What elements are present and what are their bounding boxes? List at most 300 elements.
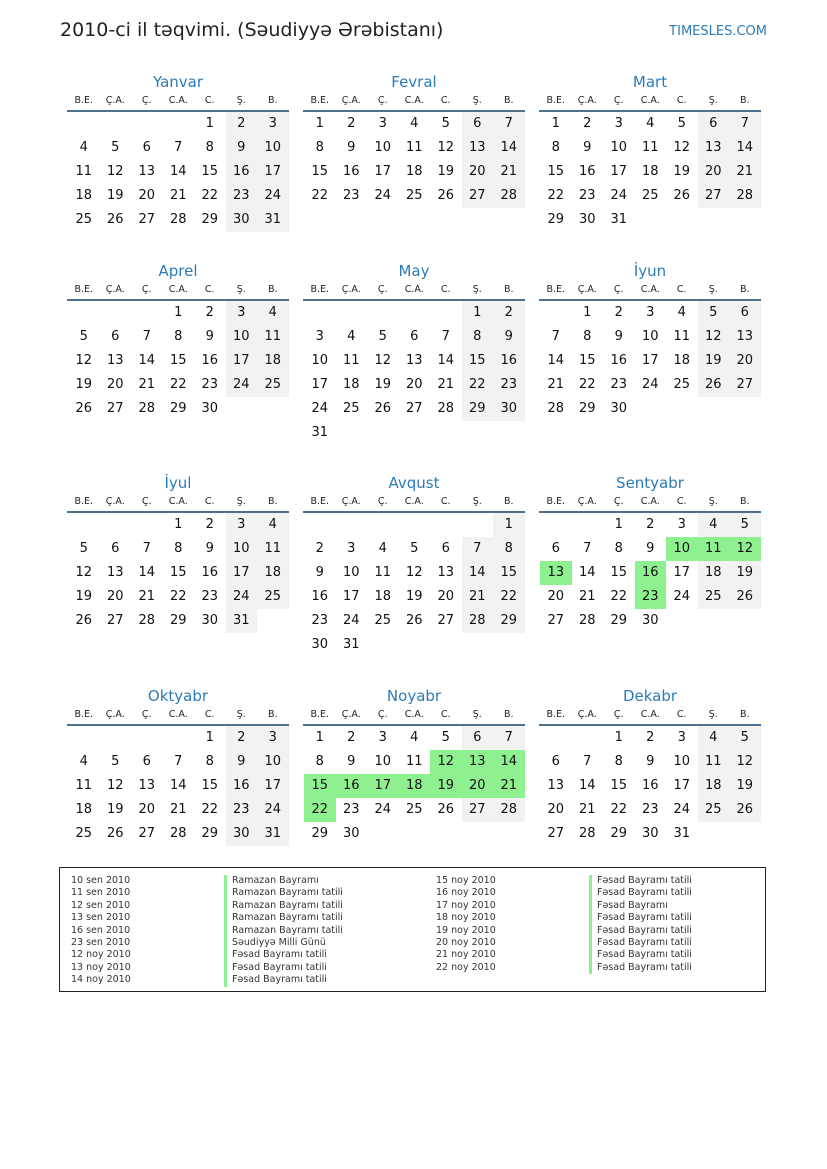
day-cell: 2 [226, 726, 258, 750]
legend-holiday-name: Fəsad Bayramı tatili [597, 961, 692, 973]
day-cell: 3 [614, 116, 623, 131]
day-cell: 24 [374, 188, 392, 203]
month-name: Fevral [391, 73, 437, 91]
legend-date: 20 noy 2010 [436, 936, 496, 948]
day-cell: 27 [405, 401, 423, 416]
weekday-label: B. [739, 284, 750, 295]
legend-date: 16 sen 2010 [71, 924, 131, 936]
empty-cell [68, 513, 100, 537]
weekday-header [303, 706, 525, 726]
day-cell: 4 [698, 513, 730, 537]
weekday-header [539, 92, 761, 112]
day-cell: 18 [698, 774, 730, 798]
day-cell: 30 [578, 212, 596, 227]
legend-color-marker [224, 937, 227, 949]
day-cell: 9 [646, 541, 655, 556]
weekday-label: B. [503, 284, 514, 295]
legend-date: 10 sen 2010 [71, 875, 131, 886]
legend-date: 17 noy 2010 [436, 899, 496, 911]
day-cell: 13 [106, 565, 124, 580]
day-cell: 8 [205, 140, 214, 155]
weekday-label: Ç.A. [577, 284, 597, 295]
weekday-label: B.E. [310, 496, 330, 507]
weekday-label: Ş. [708, 709, 718, 720]
day-cell: 2 [226, 112, 258, 136]
month-name: Oktyabr [147, 687, 209, 705]
day-cell: 22 [493, 585, 525, 609]
day-cell: 16 [201, 353, 219, 368]
holiday-day-cell: 17 [367, 774, 399, 798]
weekday-header [67, 493, 289, 513]
empty-cell [131, 112, 163, 136]
weekday-label: Ç.A. [341, 284, 361, 295]
legend-color-marker [224, 974, 227, 986]
day-cell: 22 [201, 188, 219, 203]
day-cell: 26 [437, 188, 455, 203]
weekday-label: Ç. [377, 496, 388, 507]
day-cell: 12 [729, 750, 761, 774]
day-cell: 2 [205, 305, 214, 320]
legend-column [436, 875, 692, 974]
day-cell: 26 [729, 585, 761, 609]
weekday-header [67, 92, 289, 112]
day-cell: 27 [462, 184, 494, 208]
day-cell: 9 [205, 329, 214, 344]
weekday-header [303, 493, 525, 513]
day-cell: 5 [441, 730, 450, 745]
weekday-header [303, 92, 525, 112]
legend-holiday-name: Fəsad Bayramı tatili [597, 887, 692, 899]
empty-cell [100, 513, 132, 537]
day-cell: 2 [646, 517, 655, 532]
day-cell: 4 [347, 329, 356, 344]
legend-item [71, 887, 343, 899]
day-cell: 29 [462, 397, 494, 421]
day-cell: 17 [257, 774, 289, 798]
day-grid [539, 726, 761, 846]
day-cell: 23 [342, 188, 360, 203]
day-cell: 18 [75, 802, 93, 817]
empty-cell [131, 513, 163, 537]
day-cell: 29 [493, 609, 525, 633]
day-cell: 10 [610, 140, 628, 155]
weekday-label: Ç. [377, 95, 388, 106]
brand-link[interactable]: TIMESLES.COM [669, 24, 767, 39]
weekday-label: C.A. [168, 284, 188, 295]
day-cell: 19 [106, 188, 124, 203]
day-cell: 22 [169, 589, 187, 604]
weekday-label: B. [503, 709, 514, 720]
month-name: İyul [164, 474, 192, 492]
day-cell: 4 [79, 754, 88, 769]
holiday-day-cell: 14 [493, 750, 525, 774]
day-cell: 5 [729, 726, 761, 750]
day-cell: 23 [578, 188, 596, 203]
empty-cell [304, 513, 336, 537]
day-cell: 22 [311, 188, 329, 203]
day-cell: 16 [201, 565, 219, 580]
day-cell: 19 [673, 164, 691, 179]
day-cell: 12 [698, 325, 730, 349]
day-cell: 19 [729, 774, 761, 798]
day-cell: 2 [493, 301, 525, 325]
legend-date: 15 noy 2010 [436, 875, 496, 886]
day-cell: 23 [641, 802, 659, 817]
legend-item [71, 912, 343, 924]
day-cell: 27 [698, 184, 730, 208]
month-name: Avqust [388, 474, 440, 492]
day-cell: 14 [578, 565, 596, 580]
day-cell: 2 [347, 116, 356, 131]
day-cell: 31 [610, 212, 628, 227]
day-cell: 7 [729, 112, 761, 136]
day-cell: 17 [257, 160, 289, 184]
weekday-label: Ç. [613, 284, 624, 295]
legend-color-marker [589, 949, 592, 961]
day-cell: 18 [342, 377, 360, 392]
weekday-label: Ş. [472, 496, 482, 507]
day-cell: 15 [311, 164, 329, 179]
day-cell: 13 [405, 353, 423, 368]
day-cell: 27 [547, 826, 565, 841]
weekday-label: C.A. [640, 496, 660, 507]
day-cell: 16 [342, 164, 360, 179]
day-cell: 1 [174, 305, 183, 320]
holiday-day-cell: 11 [698, 537, 730, 561]
day-cell: 1 [174, 517, 183, 532]
day-cell: 15 [610, 565, 628, 580]
day-cell: 17 [226, 349, 258, 373]
day-cell: 11 [405, 140, 423, 155]
day-cell: 16 [641, 778, 659, 793]
day-cell: 26 [106, 212, 124, 227]
day-cell: 20 [547, 802, 565, 817]
day-cell: 14 [578, 778, 596, 793]
day-cell: 5 [698, 301, 730, 325]
empty-cell [367, 301, 399, 325]
weekday-label: C. [440, 496, 451, 507]
day-cell: 3 [646, 305, 655, 320]
day-cell: 3 [347, 541, 356, 556]
weekday-label: Ç.A. [341, 95, 361, 106]
day-grid [539, 301, 761, 421]
legend-color-marker [589, 900, 592, 912]
day-cell: 18 [257, 561, 289, 585]
day-cell: 17 [311, 377, 329, 392]
day-cell: 1 [315, 730, 324, 745]
day-cell: 23 [342, 802, 360, 817]
legend-date: 14 noy 2010 [71, 974, 131, 986]
day-cell: 9 [347, 754, 356, 769]
legend-item [71, 937, 343, 949]
empty-cell [131, 301, 163, 325]
weekday-label: B.E. [310, 709, 330, 720]
legend-item [71, 962, 343, 974]
day-grid [303, 726, 525, 846]
day-cell: 7 [583, 754, 592, 769]
day-cell: 25 [641, 188, 659, 203]
day-cell: 25 [698, 798, 730, 822]
day-cell: 12 [437, 140, 455, 155]
weekday-label: C.A. [640, 284, 660, 295]
weekday-label: C. [676, 709, 687, 720]
day-cell: 6 [111, 329, 120, 344]
empty-cell [540, 726, 572, 750]
day-cell: 10 [641, 329, 659, 344]
day-cell: 30 [342, 826, 360, 841]
day-cell: 6 [462, 112, 494, 136]
day-cell: 12 [75, 353, 93, 368]
day-cell: 30 [641, 826, 659, 841]
weekday-label: B.E. [546, 284, 566, 295]
month-11 [303, 686, 525, 846]
day-cell: 5 [410, 541, 419, 556]
day-cell: 13 [547, 778, 565, 793]
day-cell: 30 [493, 397, 525, 421]
holiday-day-cell: 12 [430, 750, 462, 774]
day-cell: 10 [374, 140, 392, 155]
day-cell: 5 [677, 116, 686, 131]
legend-item [436, 925, 692, 937]
day-cell: 6 [462, 726, 494, 750]
legend-holiday-name: Fəsad Bayramı tatili [597, 924, 692, 936]
day-cell: 21 [729, 160, 761, 184]
day-cell: 4 [257, 301, 289, 325]
day-cell: 14 [138, 565, 156, 580]
day-cell: 10 [226, 537, 258, 561]
weekday-label: Ş. [472, 95, 482, 106]
legend-holiday-name: Fəsad Bayramı tatili [232, 949, 327, 961]
day-cell: 22 [462, 373, 494, 397]
legend-item [71, 900, 343, 912]
day-cell: 10 [342, 565, 360, 580]
day-cell: 3 [226, 301, 258, 325]
day-cell: 28 [169, 212, 187, 227]
day-cell: 8 [205, 754, 214, 769]
legend-color-marker [224, 912, 227, 924]
empty-cell [68, 726, 100, 750]
day-cell: 16 [578, 164, 596, 179]
day-cell: 12 [106, 164, 124, 179]
day-cell: 11 [257, 537, 289, 561]
day-cell: 1 [462, 301, 494, 325]
day-cell: 6 [111, 541, 120, 556]
legend-holiday-name: Ramazan Bayramı tatili [232, 924, 343, 936]
day-cell: 19 [75, 589, 93, 604]
day-cell: 11 [673, 329, 691, 344]
day-cell: 11 [75, 778, 93, 793]
day-cell: 27 [106, 613, 124, 628]
legend-date: 19 noy 2010 [436, 924, 496, 936]
day-cell: 18 [673, 353, 691, 368]
weekday-label: Ç. [141, 496, 152, 507]
day-cell: 13 [698, 136, 730, 160]
day-cell: 11 [374, 565, 392, 580]
day-cell: 4 [410, 730, 419, 745]
empty-cell [462, 513, 494, 537]
holiday-day-cell: 13 [540, 561, 572, 585]
day-cell: 19 [698, 349, 730, 373]
empty-cell [399, 513, 431, 537]
day-grid [303, 513, 525, 657]
day-cell: 8 [315, 140, 324, 155]
day-cell: 24 [673, 589, 691, 604]
legend-item [71, 925, 343, 937]
weekday-label: Ç. [141, 709, 152, 720]
day-cell: 21 [138, 377, 156, 392]
day-grid [539, 513, 761, 633]
weekday-label: Ş. [708, 496, 718, 507]
day-cell: 20 [547, 589, 565, 604]
day-cell: 17 [673, 778, 691, 793]
day-cell: 31 [257, 822, 289, 846]
day-cell: 8 [462, 325, 494, 349]
month-name: Dekabr [622, 687, 678, 705]
empty-cell [68, 112, 100, 136]
day-cell: 27 [462, 798, 494, 822]
day-cell: 5 [79, 329, 88, 344]
legend-holiday-name: Ramazan Bayramı [232, 875, 319, 886]
month-12 [539, 686, 761, 846]
day-cell: 14 [169, 778, 187, 793]
day-cell: 21 [169, 188, 187, 203]
day-cell: 25 [257, 585, 289, 609]
day-cell: 30 [226, 822, 258, 846]
holiday-day-cell: 15 [304, 774, 336, 798]
weekday-label: C. [676, 95, 687, 106]
empty-cell [100, 301, 132, 325]
weekday-label: Ç.A. [577, 496, 597, 507]
day-cell: 20 [138, 802, 156, 817]
day-cell: 10 [311, 353, 329, 368]
weekday-label: C. [676, 284, 687, 295]
legend-color-marker [224, 875, 227, 887]
day-cell: 29 [578, 401, 596, 416]
legend-date: 16 noy 2010 [436, 887, 496, 899]
day-cell: 8 [493, 537, 525, 561]
weekday-label: B. [267, 95, 278, 106]
day-cell: 4 [378, 541, 387, 556]
day-cell: 29 [201, 212, 219, 227]
day-cell: 31 [257, 208, 289, 232]
empty-cell [304, 301, 336, 325]
day-cell: 12 [374, 353, 392, 368]
day-cell: 7 [493, 112, 525, 136]
weekday-label: Ç. [141, 284, 152, 295]
day-cell: 19 [374, 377, 392, 392]
day-cell: 16 [311, 589, 329, 604]
weekday-label: C. [204, 496, 215, 507]
day-cell: 1 [551, 116, 560, 131]
day-cell: 18 [698, 561, 730, 585]
weekday-header [539, 493, 761, 513]
weekday-label: B.E. [546, 496, 566, 507]
day-cell: 21 [547, 377, 565, 392]
day-cell: 13 [106, 353, 124, 368]
day-cell: 4 [698, 726, 730, 750]
day-cell: 23 [493, 373, 525, 397]
day-cell: 24 [342, 613, 360, 628]
day-cell: 1 [205, 730, 214, 745]
empty-cell [430, 301, 462, 325]
weekday-label: Ş. [236, 95, 246, 106]
day-cell: 28 [578, 826, 596, 841]
legend-item [436, 900, 692, 912]
day-cell: 25 [75, 212, 93, 227]
day-cell: 5 [111, 754, 120, 769]
day-cell: 9 [315, 565, 324, 580]
weekday-label: B.E. [74, 496, 94, 507]
holiday-day-cell: 18 [399, 774, 431, 798]
day-cell: 3 [378, 730, 387, 745]
holiday-day-cell: 19 [430, 774, 462, 798]
weekday-label: C.A. [404, 709, 424, 720]
day-cell: 13 [138, 778, 156, 793]
day-cell: 7 [583, 541, 592, 556]
weekday-label: Ş. [708, 95, 718, 106]
weekday-label: Ç.A. [105, 95, 125, 106]
weekday-label: Ş. [472, 284, 482, 295]
legend-holiday-name: Ramazan Bayramı tatili [232, 912, 343, 924]
weekday-label: C. [204, 284, 215, 295]
day-cell: 27 [729, 373, 761, 397]
legend-color-marker [589, 887, 592, 899]
day-cell: 31 [226, 609, 258, 633]
day-cell: 2 [347, 730, 356, 745]
holiday-day-cell: 12 [729, 537, 761, 561]
weekday-label: C. [676, 496, 687, 507]
legend-color-marker [589, 925, 592, 937]
holiday-day-cell: 13 [462, 750, 494, 774]
legend-date: 21 noy 2010 [436, 949, 496, 961]
month-10 [67, 686, 289, 846]
day-cell: 7 [174, 754, 183, 769]
day-cell: 24 [311, 401, 329, 416]
day-cell: 15 [462, 349, 494, 373]
legend-color-marker [224, 925, 227, 937]
legend-color-marker [589, 962, 592, 974]
weekday-label: C.A. [640, 709, 660, 720]
month-5 [303, 261, 525, 445]
day-cell: 1 [493, 513, 525, 537]
day-cell: 5 [111, 140, 120, 155]
day-cell: 24 [226, 585, 258, 609]
day-cell: 18 [405, 164, 423, 179]
day-cell: 25 [405, 188, 423, 203]
day-cell: 11 [75, 164, 93, 179]
month-name: Mart [632, 73, 668, 91]
month-1 [67, 72, 289, 232]
weekday-label: Ç.A. [341, 709, 361, 720]
day-cell: 31 [342, 637, 360, 652]
day-cell: 14 [437, 353, 455, 368]
weekday-label: B. [739, 709, 750, 720]
day-cell: 24 [610, 188, 628, 203]
day-cell: 27 [138, 212, 156, 227]
weekday-label: B.E. [74, 284, 94, 295]
legend-item [436, 875, 692, 887]
month-name: İyun [633, 262, 667, 280]
day-grid [67, 301, 289, 421]
legend-date: 11 sen 2010 [71, 887, 131, 899]
day-cell: 7 [174, 140, 183, 155]
day-cell: 22 [610, 802, 628, 817]
day-cell: 28 [493, 798, 525, 822]
day-cell: 19 [729, 561, 761, 585]
day-cell: 22 [547, 188, 565, 203]
day-cell: 13 [138, 164, 156, 179]
weekday-label: Ç.A. [341, 496, 361, 507]
